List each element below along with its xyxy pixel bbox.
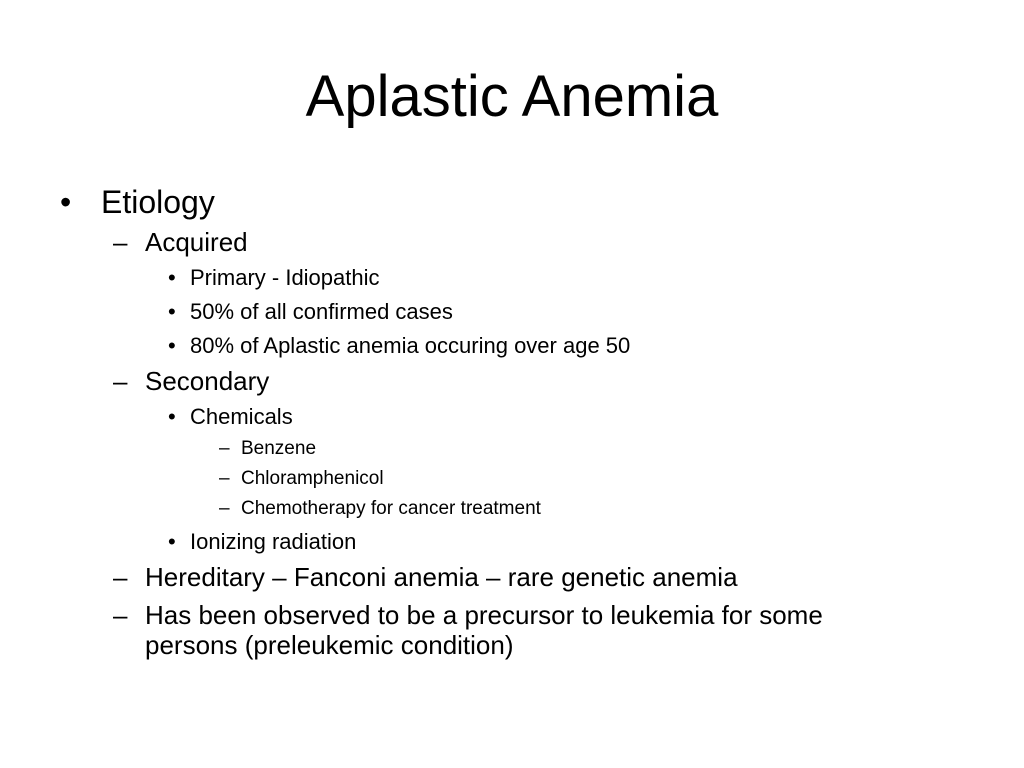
dash-marker: – (113, 600, 128, 630)
list-item-chemicals: Chemicals (190, 404, 293, 429)
bullet-marker: • (168, 299, 176, 324)
list-item-fifty-percent: 50% of all confirmed cases (190, 299, 453, 324)
list-item-secondary: Secondary (145, 366, 270, 396)
slide-title: Aplastic Anemia (305, 64, 719, 129)
list-item-acquired: Acquired (145, 227, 248, 257)
list-item-ionizing: Ionizing radiation (190, 529, 357, 554)
bullet-marker: • (60, 184, 72, 220)
bullet-marker: • (168, 529, 176, 554)
list-item-precursor-line1: Has been observed to be a precursor to leukemia for some (145, 600, 823, 630)
dash-marker: – (219, 468, 230, 489)
list-item-hereditary: Hereditary – Fanconi anemia – rare genetic anemia (145, 562, 738, 592)
dash-marker: – (219, 438, 230, 459)
list-item-precursor-line2: persons (preleukemic condition) (145, 630, 514, 660)
list-item-benzene: Benzene (241, 438, 317, 459)
list-item-etiology: Etiology (101, 184, 215, 220)
dash-marker: – (219, 498, 230, 519)
list-item-chloramphenicol: Chloramphenicol (241, 468, 384, 489)
dash-marker: – (113, 227, 128, 257)
bullet-marker: • (168, 404, 176, 429)
bullet-marker: • (168, 265, 176, 290)
list-item-primary: Primary - Idiopathic (190, 265, 380, 290)
bullet-marker: • (168, 333, 176, 358)
list-item-chemotherapy: Chemotherapy for cancer treatment (241, 498, 541, 519)
dash-marker: – (113, 366, 128, 396)
dash-marker: – (113, 562, 128, 592)
list-item-eighty-percent: 80% of Aplastic anemia occuring over age 50 (190, 333, 631, 358)
